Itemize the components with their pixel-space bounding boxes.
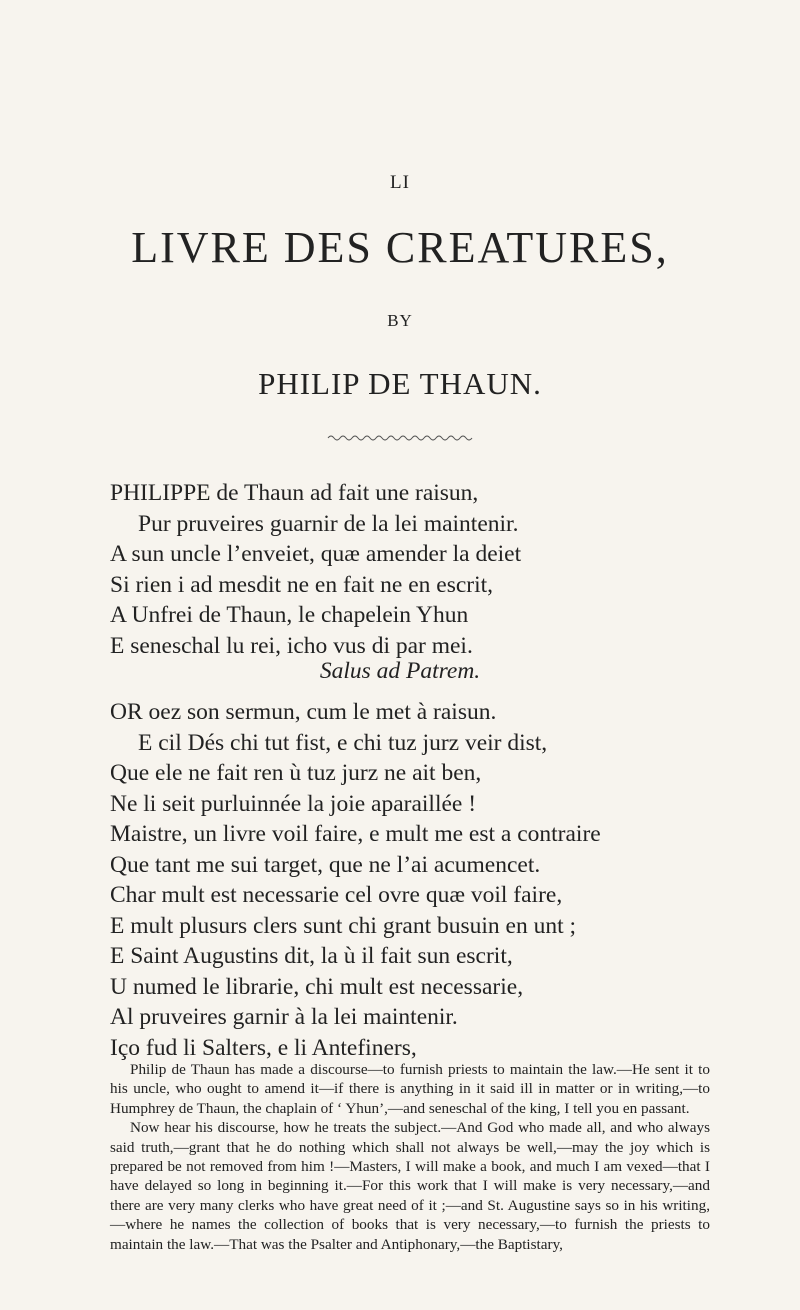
verse-block-2 <box>110 697 730 1063</box>
verse-line: E cil Dés chi tut fist, e chi tuz jurz veir dist, <box>138 729 548 756</box>
book-title: LIVRE DES CREATURES, <box>131 223 669 272</box>
english-translation <box>110 1060 710 1254</box>
verse-line: A Unfrei de Thaun, le chapelein Yhun <box>110 602 469 628</box>
verse-line: OR oez son sermun, cum le met à raisun. <box>110 699 497 725</box>
verse-line: E Saint Augustins dit, la ù il fait sun escrit, <box>110 943 513 969</box>
by-line: BY <box>387 311 413 330</box>
translation-paragraph: Philip de Thaun has made a discourse—to furnish priests to maintain the law.—He sent it to his uncle, who ought to amend it—if there is anything in it said ill in matter or in writing,—to Humphrey de Thaun, the chaplain of ‘ Yhun’,—and seneschal of the king, I tell you en passant. <box>110 1061 710 1117</box>
verse-line: Char mult est necessarie cel ovre quæ voil faire, <box>110 882 563 908</box>
verse-block-1 <box>110 478 730 661</box>
verse-line: U numed le librarie, chi mult est necessarie, <box>110 973 524 1000</box>
verse-line: E seneschal lu rei, icho vus di par mei. <box>110 632 473 659</box>
verse-line: A sun uncle l’enveiet, quæ amender la deiet <box>110 541 522 567</box>
section-heading: Salus ad Patrem. <box>319 658 481 684</box>
verse-line: Que tant me sui target, que ne l’ai acumencet. <box>110 851 541 878</box>
verse-line: Ne li seit purluinnée la joie aparaillée ! <box>110 790 477 817</box>
verse-line: Que ele ne fait ren ù tuz jurz ne ait ben, <box>110 760 482 786</box>
verse-line: Içо fud li Salters, e li Antefiners, <box>110 1034 417 1061</box>
translation-paragraph: Now hear his discourse, how he treats the subject.—And God who made all, and who always said truth,—grant that he do nothing which shall not always be well,—may the joy which is prepared be not removed from him !—Masters, I will make a book, and much I am vexed—that I have delayed so long in beginning it.—For this work that I will make is very necessary,—and there are very many clerks who have great need of it ;—and St. Augustine says so in his writing,—where he names the collection of books that is very necessary,—to furnish the priests to maintain the law.—That was the Psalter and Antiphonary,—the Baptistary, <box>110 1119 710 1253</box>
verse-line: E mult plusurs clers sunt chi grant busuin en unt ; <box>110 912 577 939</box>
ornament-divider <box>326 432 476 444</box>
verse-line: Si rien i ad mesdit ne en fait ne en escrit, <box>110 571 494 598</box>
author-name: PHILIP DE THAUN. <box>258 366 542 401</box>
verse-line: Pur pruveires guarnir de la lei maintenir. <box>138 510 519 537</box>
verse-line: PHILIPPE de Thaun ad fait une raisun, <box>110 480 479 506</box>
folio-number: LI <box>390 172 410 193</box>
verse-line: Maistre, un livre voil faire, e mult me est a contraire <box>110 821 601 847</box>
verse-line: Al pruveires garnir à la lei maintenir. <box>110 1004 458 1030</box>
